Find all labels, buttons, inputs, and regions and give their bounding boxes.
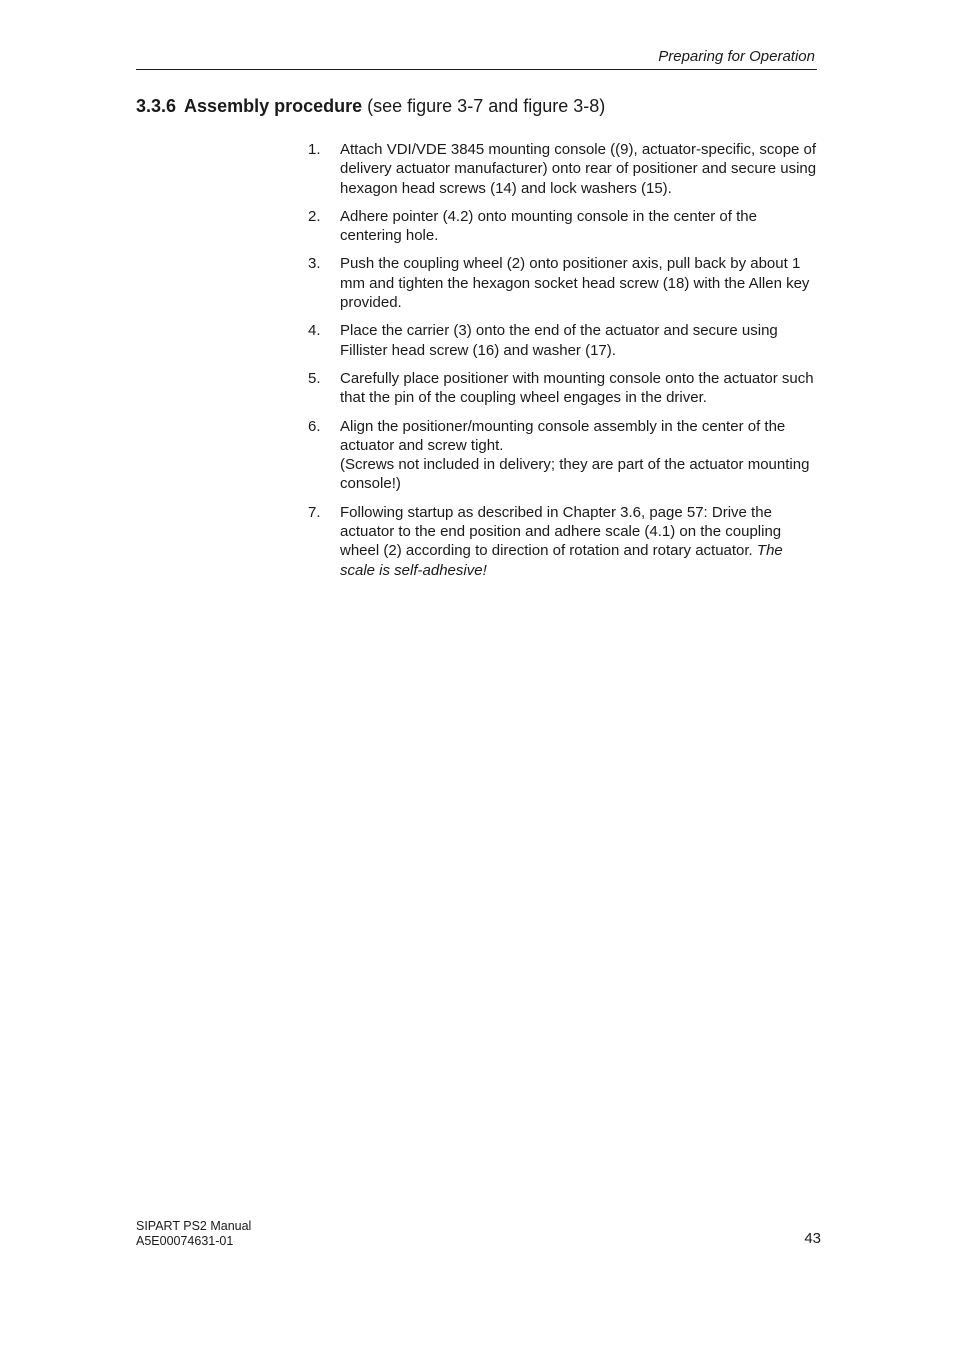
step-number: 4. xyxy=(308,322,321,340)
footer-order-number: A5E00074631-01 xyxy=(136,1234,234,1248)
step-number: 3. xyxy=(308,255,321,273)
step-number: 2. xyxy=(308,207,321,225)
section-heading xyxy=(136,95,605,117)
list-item-step-5 xyxy=(308,369,820,408)
page-number: 43 xyxy=(804,1230,821,1247)
list-item-step-3 xyxy=(308,254,820,312)
footer-manual-name: SIPART PS2 Manual xyxy=(136,1219,252,1233)
list-item-step-4 xyxy=(308,321,820,360)
step-text-with-emphasis xyxy=(340,503,820,580)
step-number: 6. xyxy=(308,417,321,435)
list-item-step-6 xyxy=(308,417,820,494)
section-figure-reference: (see figure 3-7 and figure 3-8) xyxy=(367,96,606,116)
step-text: Align the positioner/mounting console assembly in the center of the actuator and screw tight. xyxy=(340,417,786,454)
footer-document-info xyxy=(136,1219,251,1249)
list-item-step-1 xyxy=(308,140,820,198)
list-item-step-2 xyxy=(308,207,820,246)
list-item-step-7 xyxy=(308,503,820,580)
section-number: 3.3.6 xyxy=(136,96,177,116)
step-text: Place the carrier (3) onto the end of the actuator and secure using Fillister head screw (16) and washer (17). xyxy=(340,322,778,359)
step-number: 1. xyxy=(308,141,321,158)
step-text: Adhere pointer (4.2) onto mounting console in the center of the centering hole. xyxy=(340,207,757,245)
step-text: Carefully place positioner with mounting console onto the actuator such that the pin of the coupling wheel engages in the driver. xyxy=(340,369,814,407)
header-rule xyxy=(136,69,817,70)
step-emphasis: The scale is self‑adhesive! xyxy=(340,542,783,579)
step-note: (Screws not included in delivery; they are part of the actuator mounting console!) xyxy=(340,456,810,493)
step-text: Attach VDI/VDE 3845 mounting console ((9), actuator‑specific, scope of delivery actuator manufacturer) onto rear of positioner and secure using hexagon head screws (14) and lock washers (15). xyxy=(340,141,817,197)
step-number: 7. xyxy=(308,503,321,521)
step-text: Following startup as described in Chapter 3.6, page 57: Drive the actuator to the end position and adhere scale (4.1) on the coupling wheel (2) according to direction of rotation and rotary actuator. xyxy=(340,503,782,560)
section-title: Assembly procedure xyxy=(184,96,363,116)
step-number: 5. xyxy=(308,369,321,387)
running-header: Preparing for Operation xyxy=(658,48,815,65)
assembly-steps-list xyxy=(308,140,820,589)
step-text: Push the coupling wheel (2) onto positioner axis, pull back by about 1 mm and tighten the hexagon socket head screw (18) with the Allen key provided. xyxy=(340,255,810,312)
